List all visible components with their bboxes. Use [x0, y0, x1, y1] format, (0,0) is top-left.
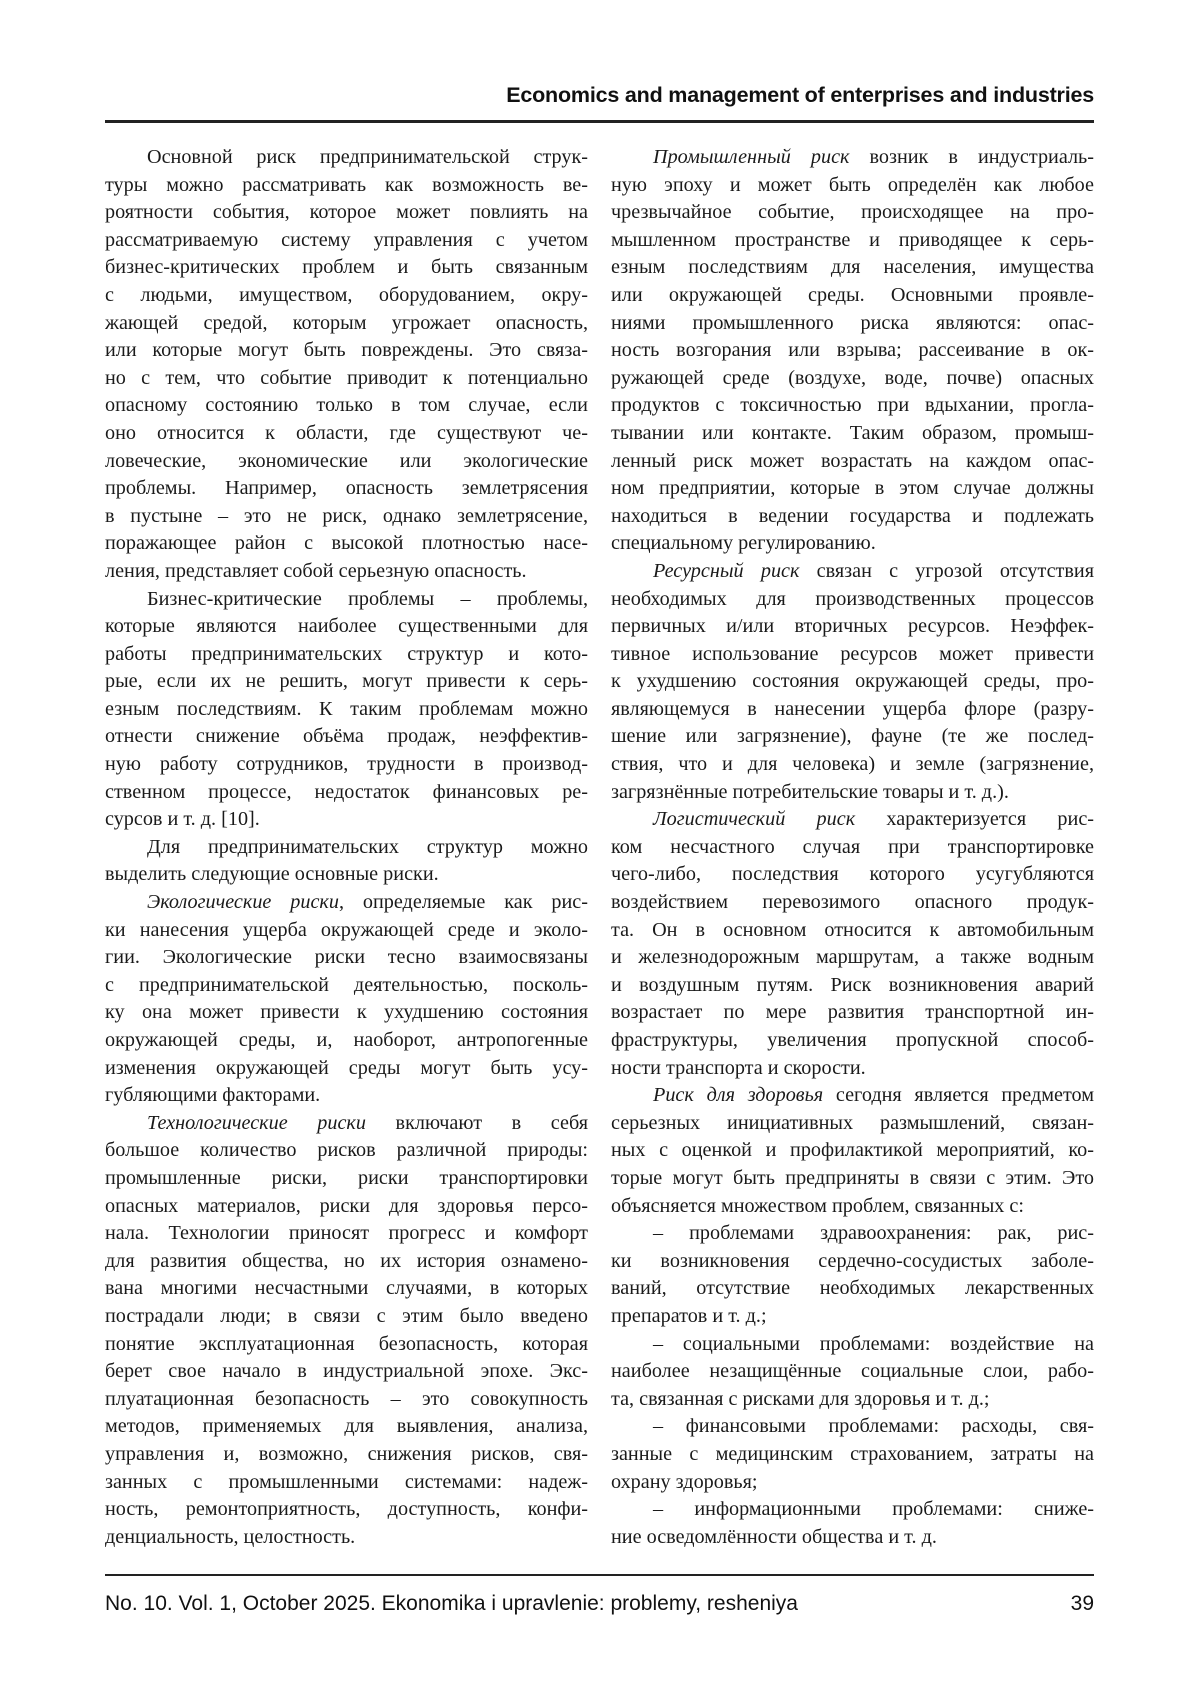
text-line: ность возгорания или взрыва; рассеивание в ок-: [611, 339, 1094, 362]
paragraph: [105, 834, 588, 889]
text-line: ность, ремонтоприятность, доступность, конфи-: [105, 1498, 588, 1521]
text-line: ружающей среде (воздухе, воде, почве) опасных: [611, 366, 1094, 389]
paragraph: [611, 806, 1094, 1082]
text-line: езным последствиям. К таким проблемам можно: [105, 697, 588, 720]
text-line: пострадали люди; в связи с этим было введено: [105, 1304, 588, 1327]
text-line: ленный риск может возрастать на каждом опас-: [611, 449, 1094, 472]
text-line: – информационными проблемами: сниже-: [653, 1498, 1094, 1521]
text-line: тивное использование ресурсов может привести: [611, 642, 1094, 665]
text-line: опасному состоянию только в том случае, если: [105, 394, 588, 417]
text-line: вана многими несчастными случаями, в которых: [105, 1277, 588, 1300]
text-line: методов, применяемых для выявления, анализа,: [105, 1415, 588, 1438]
line-text: связан с угрозой отсутствия: [799, 559, 1094, 582]
text-line: охрану здоровья;: [611, 1470, 758, 1493]
text-line: или которые могут быть повреждены. Это связа-: [105, 339, 588, 362]
text-line: чрезвычайное событие, происходящее на про-: [611, 201, 1094, 224]
text-line: препаратов и т. д.;: [611, 1304, 767, 1327]
text-line: но с тем, что событие приводит к потенциально: [105, 366, 588, 389]
paragraph: [611, 1413, 1094, 1496]
text-line: занные с медицинским страхованием, затраты на: [611, 1442, 1094, 1465]
text-line: [611, 806, 1094, 834]
text-line: возрастает по мере развития транспортной ин-: [611, 1001, 1094, 1024]
line-text: включают в себя: [365, 1111, 588, 1134]
text-line: та, связанная с рисками для здоровья и т. д.;: [611, 1387, 990, 1410]
text-line: – проблемами здравоохранения: рак, рис-: [653, 1222, 1094, 1245]
italic-term: Промышленный риск: [653, 146, 850, 168]
text-line: для развития общества, но их история ознамено-: [105, 1249, 588, 1272]
text-line: губляющими факторами.: [105, 1084, 321, 1107]
paragraph: [105, 144, 588, 586]
text-line: бизнес-критических проблем и быть связанным: [105, 256, 588, 279]
text-line: специальному регулированию.: [611, 532, 876, 555]
paragraph: [611, 1082, 1094, 1220]
paragraph: [105, 1110, 588, 1552]
text-line: окружающей среды, и, наоборот, антропогенные: [105, 1029, 588, 1051]
text-line: ном предприятии, которые в этом случае должны: [611, 477, 1094, 500]
text-line: выделить следующие основные риски.: [105, 863, 439, 886]
text-line: проблемы. Например, опасность землетрясения: [105, 477, 588, 500]
text-line: изменения окружающей среды могут быть усу-: [105, 1056, 588, 1079]
line-text: характеризуется рис-: [855, 808, 1094, 831]
text-line: ную работу сотрудников, трудности в производ-: [105, 753, 588, 776]
text-line: ления, представляет собой серьезную опасность.: [105, 559, 527, 582]
text-line: тывании или контакте. Таким образом, промыш-: [611, 421, 1094, 444]
text-line: сурсов и т. д. [10].: [105, 808, 260, 831]
text-line: с людьми, имуществом, оборудованием, окру-: [105, 283, 588, 306]
footer-divider: [105, 1574, 1094, 1576]
text-line: плуатационная безопасность – это совокупность: [105, 1387, 588, 1410]
text-line: находиться в ведении государства и подлежать: [611, 504, 1094, 527]
italic-term: Риск для здоровья: [653, 1084, 824, 1107]
text-line: воздействием перевозимого опасного продук-: [611, 891, 1094, 914]
paragraph: [611, 1496, 1094, 1551]
text-line: объясняется множеством проблем, связанных с:: [611, 1194, 1024, 1217]
text-line: берет свое начало в индустриальной эпохе. Экс-: [105, 1360, 588, 1383]
text-line: денциальность, целостность.: [105, 1525, 356, 1548]
paragraph: [611, 144, 1094, 558]
text-line: ваний, отсутствие необходимых лекарственных: [611, 1277, 1094, 1300]
text-line: и железнодорожным маршрутам, а также водным: [611, 946, 1094, 969]
text-line: первичных и/или вторичных ресурсов. Неэффек-: [611, 615, 1094, 638]
text-line: ности транспорта и скорости.: [611, 1056, 866, 1079]
text-line: наиболее незащищённые социальные слои, рабо-: [611, 1360, 1094, 1383]
running-header-title: Economics and management of enterprises and industries: [506, 83, 1094, 107]
text-line: – финансовыми проблемами: расходы, свя-: [653, 1415, 1094, 1438]
text-line: рассматриваемую систему управления с учетом: [105, 228, 588, 251]
text-line: ловеческие, экономические или экологические: [105, 449, 588, 472]
text-line: оно относится к области, где существуют че-: [105, 421, 588, 444]
text-line: Основной риск предпринимательской струк-: [147, 146, 588, 168]
text-line: отнести снижение объёма продаж, неэффектив-: [105, 725, 588, 748]
text-line: управления и, возможно, снижения рисков, свя-: [105, 1442, 588, 1465]
footer-journal-info: No. 10. Vol. 1, October 2025. Ekonomika i upravlenie: problemy, resheniya: [105, 1592, 798, 1615]
text-line: ственном процессе, недостаток финансовых ре-: [105, 780, 588, 803]
text-line: торые могут быть предприняты в связи с этим. Это: [611, 1166, 1094, 1189]
text-line: ние осведомлённости общества и т. д.: [611, 1525, 937, 1548]
text-line: ниями промышленного риска являются: опас-: [611, 311, 1094, 334]
text-line: шение или загрязнение), фауне (те же послед-: [611, 725, 1094, 748]
text-line: Для предпринимательских структур можно: [147, 835, 588, 858]
right-text-column: [611, 144, 1094, 1551]
text-line: жающей средой, которым угрожает опасность,: [105, 311, 588, 334]
text-line: ки возникновения сердечно-сосудистых заболе-: [611, 1249, 1094, 1272]
text-line: загрязнённые потребительские товары и т. д.).: [611, 780, 1009, 803]
text-line: в пустыне – это не риск, однако землетрясение,: [105, 504, 588, 527]
text-line: роятности события, которое может повлиять на: [105, 201, 588, 224]
text-line: та. Он в основном относится к автомобильным: [611, 918, 1094, 941]
line-text: , определяемые как рис-: [338, 891, 588, 914]
text-line: гии. Экологические риски тесно взаимосвязаны: [105, 946, 588, 969]
text-line: занных с промышленными системами: надеж-: [105, 1470, 588, 1493]
header-divider: [105, 120, 1094, 123]
text-line: поражающее район с высокой плотностью насе-: [105, 532, 588, 555]
page-number: 39: [1070, 1592, 1094, 1615]
text-line: Бизнес-критические проблемы – проблемы,: [147, 587, 588, 610]
text-line: езным последствиям для населения, имущества: [611, 256, 1094, 279]
text-line: рые, если их не решить, могут привести к серь-: [105, 670, 588, 693]
text-line: нала. Технологии приносят прогресс и комфорт: [105, 1222, 588, 1245]
text-line: опасных материалов, риски для здоровья персо-: [105, 1194, 588, 1217]
paragraph: [611, 558, 1094, 806]
text-line: необходимых для производственных процессов: [611, 587, 1094, 610]
text-line: мышленном пространстве и приводящее к серь-: [611, 228, 1094, 251]
text-line: туры можно рассматривать как возможность ве-: [105, 173, 588, 196]
text-line: [105, 1110, 588, 1138]
italic-term: Логистический риск: [653, 808, 856, 831]
text-line: работы предпринимательских структур и кото-: [105, 642, 588, 665]
paragraph: [611, 1331, 1094, 1414]
text-line: фраструктуры, увеличения пропускной способ-: [611, 1029, 1094, 1051]
paragraph: [611, 1220, 1094, 1330]
line-text: сегодня является предметом: [823, 1084, 1094, 1107]
italic-term: Экологические риски: [147, 891, 339, 914]
text-line: [105, 889, 588, 917]
text-line: к ухудшению состояния окружающей среды, про-: [611, 670, 1094, 693]
text-line: – социальными проблемами: воздействие на: [653, 1332, 1094, 1355]
text-line: ную эпоху и может быть определён как любое: [611, 173, 1094, 196]
italic-term: Технологические риски: [147, 1111, 366, 1134]
text-line: понятие эксплуатационная безопасность, которая: [105, 1332, 588, 1355]
text-line: и воздушным путям. Риск возникновения аварий: [611, 973, 1094, 996]
text-line: ствия, что и для человека) и земле (загрязнение,: [611, 753, 1094, 776]
left-text-column: [105, 144, 588, 1551]
paragraph: [105, 889, 588, 1110]
text-line: [611, 558, 1094, 586]
text-line: которые являются наиболее существенными для: [105, 615, 588, 638]
text-line: ку она может привести к ухудшению состояния: [105, 1001, 588, 1024]
text-line: продуктов с токсичностью при вдыхании, прогла-: [611, 394, 1094, 417]
text-line: ки нанесения ущерба окружающей среде и эколо-: [105, 918, 588, 941]
text-line: чего-либо, последствия которого усугубляются: [611, 863, 1094, 886]
text-line: серьезных инициативных размышлений, связан-: [611, 1111, 1094, 1134]
text-line: [611, 1082, 1094, 1110]
text-line: ком несчастного случая при транспортировке: [611, 835, 1094, 858]
text-line: большое количество рисков различной природы:: [105, 1139, 588, 1162]
text-line: промышленные риски, риски транспортировки: [105, 1166, 588, 1189]
text-line: или окружающей среды. Основными проявле-: [611, 283, 1094, 306]
text-line: являющемуся в нанесении ущерба флоре (разру-: [611, 697, 1094, 720]
text-line: ных с оценкой и профилактикой мероприятий, ко-: [611, 1139, 1094, 1162]
text-line: [611, 144, 1094, 172]
text-line: с предпринимательской деятельностью, посколь-: [105, 973, 588, 996]
line-text: возник в индустриаль-: [849, 146, 1094, 168]
paragraph: [105, 586, 588, 834]
italic-term: Ресурсный риск: [653, 559, 800, 582]
